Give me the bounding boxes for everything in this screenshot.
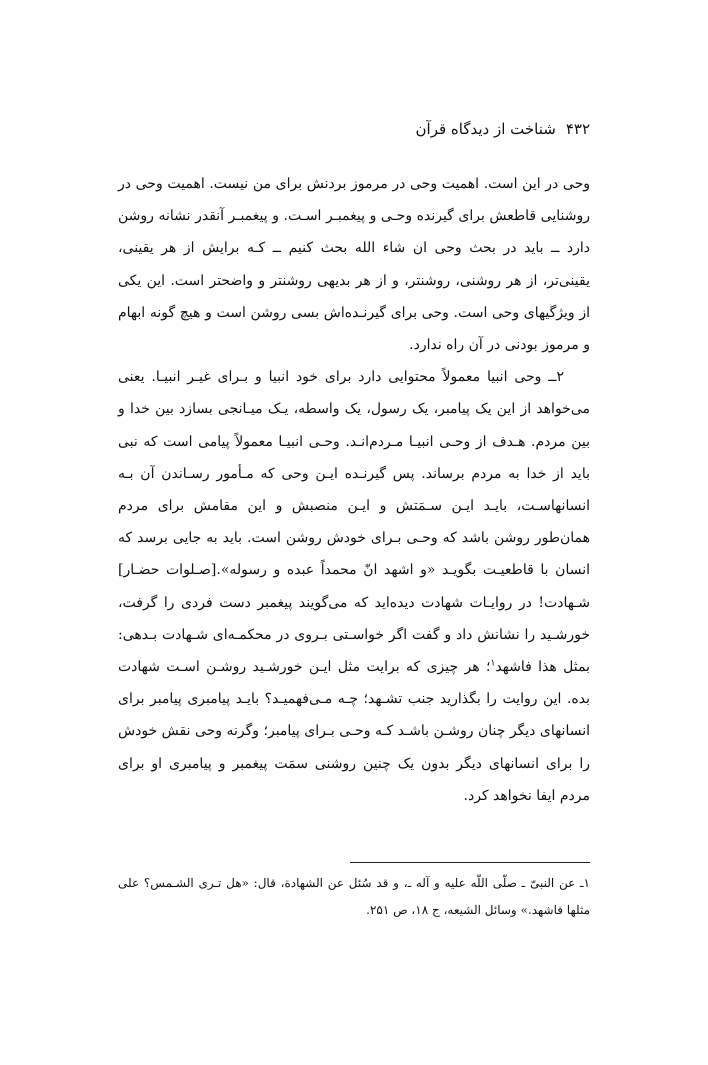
running-header: [416, 118, 590, 140]
paragraph-1: وحی در این است. اهمیت وحی در مرموز بردنش برای من نیست. اهمیت وحی در روشنایی قاطعش برای گیرنده وحـی و پیغمبـر اسـت. و پیغمبـر آنقدر نشانه روشن دارد ــ باید در بحث وحی ان شاء الله بحث کنیم ــ کـه برایش از هر یقینی، یقینی‌تر، از هر روشنی، روشنتر، و از هر بدیهی روشنتر و واضحتر است. این یکی از ویژگیهای وحی است. وحی برای گیرنـده‌اش بسی روشن است و هیچ گونه ابهام و مرموز بودنی در آن راه ندارد.: [118, 176, 590, 354]
paragraph-2-text-end: ؛ هر چیزی که برایت مثل ایـن خورشـید روشـن اسـت شهادت بده. این روایت را بگذارید جنب تشـهد؛ چـه مـی‌فهمیـد؟ بایـد پیامبری پیامبر برای انسانهای دیگر چنان روشـن باشـد کـه وحـی بـرای پیامبر؛ وگرنه وحی نقش خودش را برای انسانهای دیگر بدون یک چنین روشنی سمَت پیغمبر و پیامبری او برای مردم ایفا نخواهد کرد.: [118, 659, 590, 804]
paragraph-2-text-start: ۲ــ وحی انبیا معمولاً محتوایی دارد برای خود انبیا و بـرای غیـر انبیـا. یعنی می‌خواهد از این یک پیامبر، یک رسول، یک واسطه، یـک میـانجی بسازد بین خدا و بین مردم. هـدف از وحـی انبیـا مـردم‌انـد. وحـی انبیـا معمولاً پیامی است که نبی باید از خدا به مردم برساند. پس گیرنـده ایـن وحی که مـأمور رسـاندن آن بـه انسانهاسـت، بایـد ایـن سـمَتش و ایـن منصبش و این مقامش برای مردم همان‌طور روشن باشد که وحـی بـرای خودش روشن است. باید به جایی برسد که انسان با قاطعیـت بگویـد «و اشهد انّ محمداً عبده و رسوله».[صـلوات حضـار] شـهادت! در روایـات شهادت دیده‌اید که می‌گویند پیغمبر دست فردی را گرفت، خورشـید را نشانش داد و گفت اگر خواسـتی بـروی در محکمـه‌ای شـهادت بـدهی: بمثل هذا فاشهد: [118, 369, 590, 676]
paragraph-2: [118, 361, 590, 812]
footnote-text: ۱ـ عن النبیّ ـ صلّی اللّه علیه و آله ـ، و قد سُئل عن الشهادة، قال: «هل تـری الشـمس؟ علی مثلها فاشهد.» وسائل الشیعه، ج ۱۸، ص ۲۵۱.: [118, 876, 590, 917]
footnote-divider: [350, 862, 590, 863]
footnote-reference: ۱: [490, 658, 496, 669]
main-text: [118, 168, 590, 812]
running-title: شناخت از دیدگاه قرآن: [415, 120, 556, 138]
footnote: [118, 870, 590, 924]
page-number: ۴۳۲: [565, 120, 590, 138]
